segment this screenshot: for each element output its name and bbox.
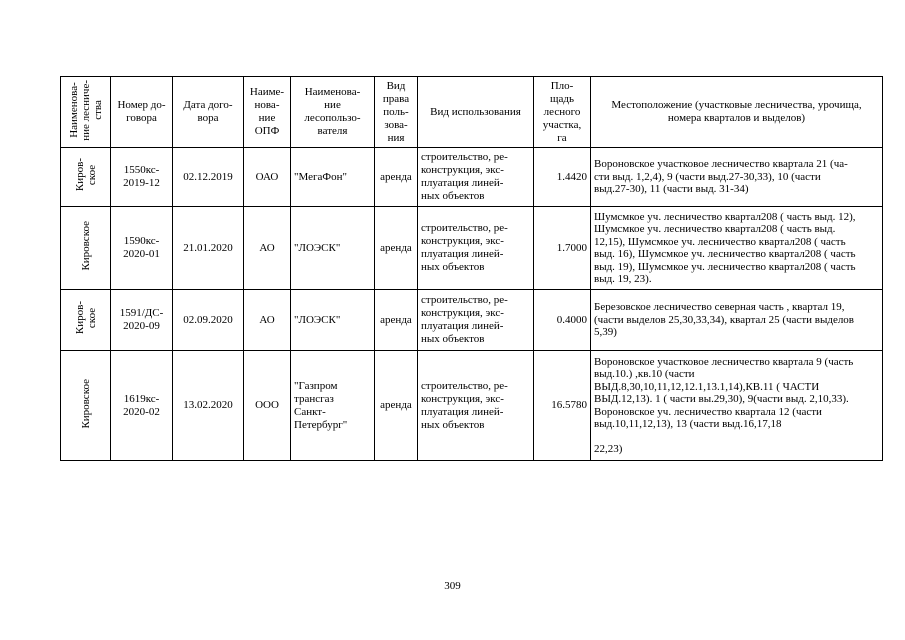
cell-right-type: аренда	[375, 148, 418, 207]
cell-location: Шумсмкое уч. лесничество квартал208 ( часть выд. 12), Шумсмкое уч. лесничество квартал208 ( часть выд. 12,15), Шумсмкое уч. лесничество квартал208 ( часть выд. 16), Шумсмкое уч. лесничество квартал208 ( часть выд. 19), Шумсмкое уч. лесничество квартал208 ( часть выд. 19, 23).	[591, 207, 883, 290]
cell-location: Вороновское участковое лесничество квартала 9 (часть выд.10.) ,кв.10 (части ВЫД.8,30,10,11,12,12.1,13.1,14),КВ.11 ( ЧАСТИ ВЫД.12,13). 1 ( части вы.29,30), 9(части выд. 2,10,33). Вороновское уч. лесничество квартала 12 (части выд.10,11,12,13), 13 (части выд.16,17,18 22,23)	[591, 351, 883, 461]
cell-right-type: аренда	[375, 351, 418, 461]
cell-contract-number: 1590кс- 2020-01	[111, 207, 173, 290]
header-contract-number: Номер до- говора	[111, 77, 173, 148]
cell-contract-number: 1550кс- 2019-12	[111, 148, 173, 207]
cell-location: Березовское лесничество северная часть , квартал 19, (части выделов 25,30,33,34), квартал 25 (части выделов 5,39)	[591, 290, 883, 351]
table-row	[61, 148, 883, 207]
cell-usage-type: строительство, ре- конструкция, экс- плуатация линей- ных объектов	[418, 351, 534, 461]
cell-contract-date: 02.09.2020	[173, 290, 244, 351]
cell-usage-type: строительство, ре- конструкция, экс- плуатация линей- ных объектов	[418, 290, 534, 351]
cell-forest-user-name: "Газпром трансгаз Санкт- Петербург"	[291, 351, 375, 461]
cell-contract-date: 21.01.2020	[173, 207, 244, 290]
header-contract-date: Дата дого- вора	[173, 77, 244, 148]
cell-forest-user-name: "ЛОЭСК"	[291, 290, 375, 351]
table-row	[61, 290, 883, 351]
table-row	[61, 351, 883, 461]
cell-opf: ООО	[244, 351, 291, 461]
cell-contract-date: 13.02.2020	[173, 351, 244, 461]
cell-forest-user-name: "МегаФон"	[291, 148, 375, 207]
header-area: Пло- щадь лесного участка, га	[534, 77, 591, 148]
cell-opf: ОАО	[244, 148, 291, 207]
cell-opf: АО	[244, 290, 291, 351]
cell-right-type: аренда	[375, 290, 418, 351]
cell-forestry: Киров- ское	[61, 148, 111, 207]
page-number: 309	[444, 580, 461, 592]
cell-contract-number: 1619кс- 2020-02	[111, 351, 173, 461]
cell-forestry: Кировское	[61, 351, 111, 461]
cell-usage-type: строительство, ре- конструкция, экс- плуатация линей- ных объектов	[418, 148, 534, 207]
cell-area: 1.4420	[534, 148, 591, 207]
forest-lease-table	[60, 76, 883, 461]
cell-usage-type: строительство, ре- конструкция, экс- плуатация линей- ных объектов	[418, 207, 534, 290]
cell-area: 0.4000	[534, 290, 591, 351]
table-row	[61, 207, 883, 290]
cell-contract-number: 1591/ДС- 2020-09	[111, 290, 173, 351]
header-usage-type: Вид использования	[418, 77, 534, 148]
header-row	[61, 77, 883, 148]
cell-forestry: Киров- ское	[61, 290, 111, 351]
header-location: Местоположение (участковые лесничества, урочища, номера кварталов и выделов)	[591, 77, 883, 148]
header-forestry: Наименова- ние лесниче- ства	[61, 77, 111, 148]
cell-contract-date: 02.12.2019	[173, 148, 244, 207]
cell-area: 1.7000	[534, 207, 591, 290]
header-forest-user-name: Наименова- ние лесопользо- вателя	[291, 77, 375, 148]
cell-area: 16.5780	[534, 351, 591, 461]
header-opf: Наиме- нова- ние ОПФ	[244, 77, 291, 148]
cell-opf: АО	[244, 207, 291, 290]
header-right-type: Вид права поль- зова- ния	[375, 77, 418, 148]
cell-forestry: Кировское	[61, 207, 111, 290]
cell-forest-user-name: "ЛОЭСК"	[291, 207, 375, 290]
cell-location: Вороновское участковое лесничество квартала 21 (ча- сти выд. 1,2,4), 9 (части выд.27-30,33), 10 (части выд.27-30), 11 (части выд. 31-34)	[591, 148, 883, 207]
cell-right-type: аренда	[375, 207, 418, 290]
